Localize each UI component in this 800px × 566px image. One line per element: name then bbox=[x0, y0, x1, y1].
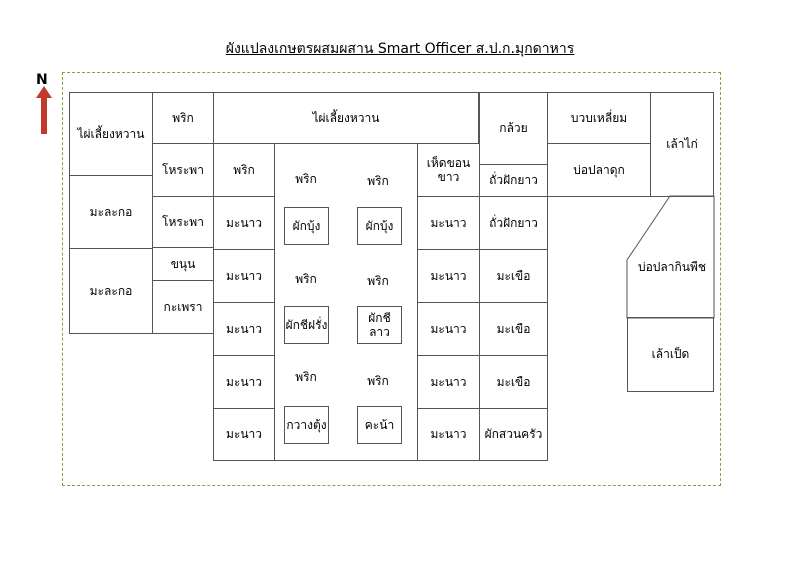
plot-lime-2c[interactable]: มะนาว bbox=[417, 302, 480, 356]
bed-dill[interactable]: ผักชีลาว bbox=[357, 306, 402, 344]
plot-mushroom[interactable]: เห็ดขอนขาว bbox=[417, 143, 480, 197]
duck-coop[interactable]: เล้าเป็ด bbox=[627, 317, 714, 392]
plot-chili-lime-col[interactable]: พริก bbox=[213, 143, 275, 197]
plot-basil-1[interactable]: โหระพา bbox=[152, 143, 214, 197]
bed-choy-sum[interactable]: กวางตุ้ง bbox=[284, 406, 329, 444]
plot-lime-1e[interactable]: มะนาว bbox=[213, 408, 275, 461]
plot-eggplant-2[interactable]: มะเขือ bbox=[479, 302, 548, 356]
center-chili-1: พริก bbox=[295, 171, 317, 186]
plot-kitchen-garden[interactable]: ผักสวนครัว bbox=[479, 408, 548, 461]
plot-papaya-1[interactable]: มะละกอ bbox=[69, 175, 153, 249]
plot-lime-1c[interactable]: มะนาว bbox=[213, 302, 275, 356]
plot-lime-1a[interactable]: มะนาว bbox=[213, 196, 275, 250]
herbivore-fish-pond[interactable]: บ่อปลากินพืช bbox=[637, 259, 707, 274]
plot-lime-1b[interactable]: มะนาว bbox=[213, 249, 275, 303]
plot-basil-2[interactable]: โหระพา bbox=[152, 196, 214, 248]
plot-jackfruit[interactable]: ขนุน bbox=[152, 247, 214, 281]
plot-papaya-2[interactable]: มะละกอ bbox=[69, 248, 153, 334]
plot-long-bean-2[interactable]: ถั่วฝักยาว bbox=[479, 196, 548, 250]
plot-long-bean-1[interactable]: ถั่วฝักยาว bbox=[479, 164, 548, 197]
plot-lime-2b[interactable]: มะนาว bbox=[417, 249, 480, 303]
plot-lime-2a[interactable]: มะนาว bbox=[417, 196, 480, 250]
center-chili-2: พริก bbox=[367, 173, 389, 188]
plot-sweet-bamboo-left[interactable]: ไผ่เลี้ยงหวาน bbox=[69, 92, 153, 176]
chicken-coop[interactable]: เล้าไก่ bbox=[650, 92, 714, 197]
plot-holy-basil[interactable]: กะเพรา bbox=[152, 280, 214, 334]
bed-morning-glory-1[interactable]: ผักบุ้ง bbox=[284, 207, 329, 245]
plot-angled-gourd[interactable]: บวบเหลี่ยม bbox=[547, 92, 651, 144]
north-label: N bbox=[36, 72, 48, 88]
center-chili-6: พริก bbox=[367, 373, 389, 388]
plot-lime-1d[interactable]: มะนาว bbox=[213, 355, 275, 409]
center-chili-3: พริก bbox=[295, 271, 317, 286]
plot-sweet-bamboo-top[interactable]: ไผ่เลี้ยงหวาน bbox=[213, 92, 479, 144]
center-chili-5: พริก bbox=[295, 369, 317, 384]
page-title: ผังแปลงเกษตรผสมผสาน Smart Officer ส.ป.ก.มุกดาหาร bbox=[225, 41, 575, 57]
plot-chili-top-left[interactable]: พริก bbox=[152, 92, 214, 144]
bed-culantro[interactable]: ผักชีฝรั่ง bbox=[284, 306, 329, 344]
bed-chinese-kale[interactable]: คะน้า bbox=[357, 406, 402, 444]
plot-banana[interactable]: กล้วย bbox=[479, 92, 548, 165]
center-chili-4: พริก bbox=[367, 273, 389, 288]
plot-eggplant-3[interactable]: มะเขือ bbox=[479, 355, 548, 409]
bed-morning-glory-2[interactable]: ผักบุ้ง bbox=[357, 207, 402, 245]
plot-eggplant-1[interactable]: มะเขือ bbox=[479, 249, 548, 303]
plot-lime-2d[interactable]: มะนาว bbox=[417, 355, 480, 409]
plot-lime-2e[interactable]: มะนาว bbox=[417, 408, 480, 461]
catfish-pond[interactable]: บ่อปลาดุก bbox=[547, 143, 651, 197]
